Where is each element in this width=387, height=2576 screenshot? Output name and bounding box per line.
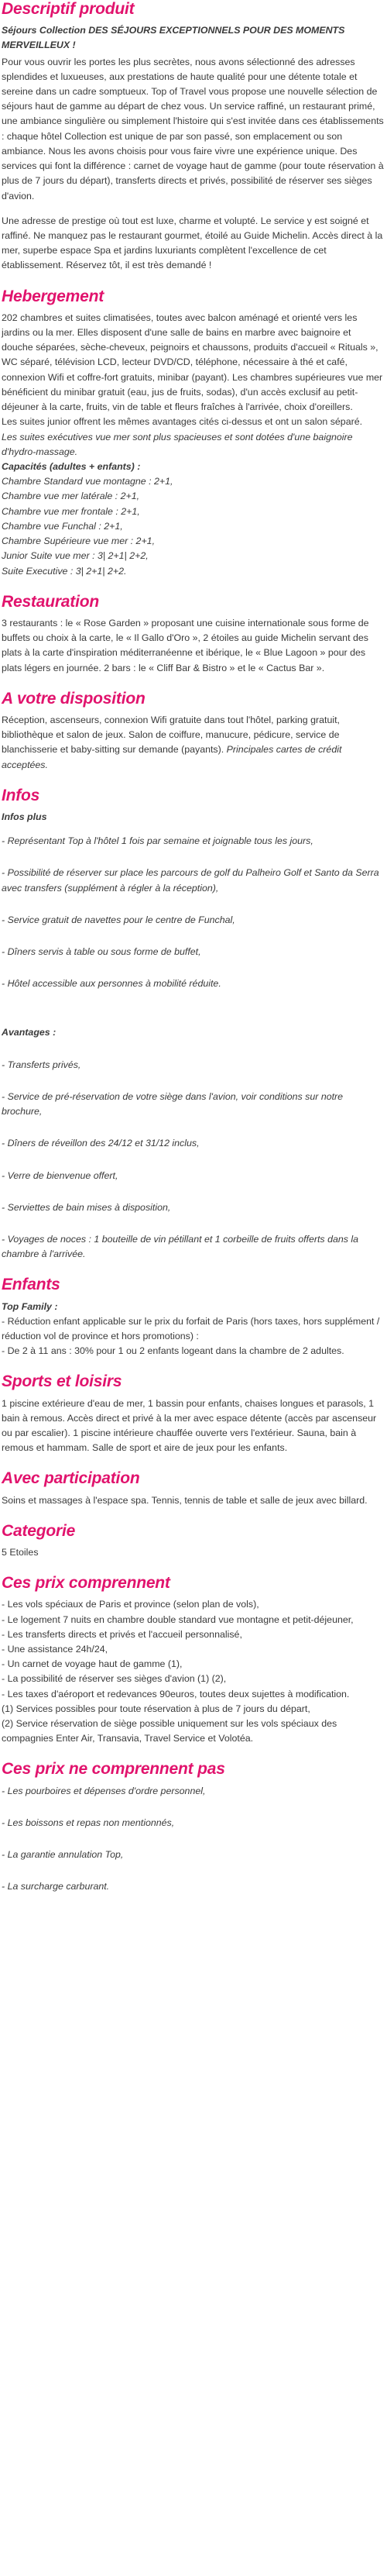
section-title-prix-ne-comprennent: Ces prix ne comprennent pas bbox=[2, 1760, 225, 1779]
list-item: - Une assistance 24h/24, bbox=[2, 1643, 108, 1655]
section-participation bbox=[2, 1469, 384, 1507]
list-item: - Dîners de réveillon des 24/12 et 31/12 inclus, bbox=[2, 1138, 200, 1149]
list-item: - Possibilité de réserver sur place les parcours de golf du Palheiro Golf et Santo da Serra avec transfers (supplément à régler à la réception), bbox=[2, 867, 379, 894]
hebergement-paragraph-2: Les suites junior offrent les mêmes avantages cités ci-dessus et ont un salon séparé. bbox=[2, 416, 363, 428]
section-restauration bbox=[2, 593, 384, 676]
categorie-value: 5 Etoiles bbox=[2, 1546, 39, 1558]
section-categorie bbox=[2, 1522, 384, 1560]
capacite-item: Chambre vue mer frontale : 2+1, bbox=[2, 505, 140, 517]
capacite-item: Chambre vue mer latérale : 2+1, bbox=[2, 491, 140, 502]
section-prix-ne-comprennent bbox=[2, 1760, 384, 1894]
section-title-descriptif: Descriptif produit bbox=[2, 0, 135, 18]
capacite-item: Chambre vue Funchal : 2+1, bbox=[2, 520, 123, 532]
capacite-item: Suite Executive : 3| 2+1| 2+2. bbox=[2, 565, 127, 577]
section-title-disposition: A votre disposition bbox=[2, 689, 146, 708]
disposition-text: Réception, ascenseurs, connexion Wifi gratuite dans tout l'hôtel, parking gratuit, bibliothèque et salon de jeux. Salon de coiffure, manucure, pédicure, service de blanchisserie et baby-sitting sur demande (payants). bbox=[2, 714, 340, 756]
list-item: - Verre de bienvenue offert, bbox=[2, 1169, 118, 1181]
disposition-paragraph bbox=[2, 713, 384, 773]
section-title-infos: Infos bbox=[2, 786, 40, 804]
list-item: - Les pourboires et dépenses d'ordre personnel, bbox=[2, 1785, 206, 1796]
prix-comprennent-list bbox=[2, 1597, 384, 1746]
list-item: - Les taxes d'aéroport et redevances 90euros, toutes deux sujettes à modification. bbox=[2, 1688, 350, 1700]
section-title-participation: Avec participation bbox=[2, 1469, 140, 1488]
section-title-prix-comprennent: Ces prix comprennent bbox=[2, 1574, 170, 1593]
list-item: (1) Services possibles pour toute réservation à plus de 7 jours du départ, bbox=[2, 1703, 310, 1714]
list-item: - La possibilité de réserver ses sièges d'avion (1) (2), bbox=[2, 1673, 227, 1685]
section-title-hebergement: Hebergement bbox=[2, 287, 104, 305]
avantages-label: Avantages : bbox=[2, 1027, 57, 1038]
descriptif-intro: Séjours Collection DES SÉJOURS EXCEPTIONNELS POUR DES MOMENTS MERVEILLEUX ! bbox=[2, 25, 345, 51]
list-item: - Transferts privés, bbox=[2, 1059, 81, 1070]
section-disposition bbox=[2, 690, 384, 773]
capacites-label: Capacités (adultes + enfants) : bbox=[2, 460, 141, 472]
list-item: - De 2 à 11 ans : 30% pour 1 ou 2 enfants logeant dans la chambre de 2 adultes. bbox=[2, 1345, 344, 1357]
top-family-label: Top Family : bbox=[2, 1300, 58, 1312]
avantages-list bbox=[2, 1058, 384, 1262]
participation-paragraph: Soins et massages à l'espace spa. Tennis, tennis de table et salle de jeux avec billard. bbox=[2, 1494, 368, 1506]
list-item: - La garantie annulation Top, bbox=[2, 1849, 124, 1861]
list-item: - Service gratuit de navettes pour le centre de Funchal, bbox=[2, 914, 235, 925]
list-item: - Service de pré-réservation de votre siège dans l'avion, voir conditions sur notre brochure, bbox=[2, 1090, 344, 1118]
capacites-list bbox=[2, 474, 384, 579]
list-item: - Réduction enfant applicable sur le prix du forfait de Paris (hors taxes, hors supplément / réduction vol de province et hors promotions) : bbox=[2, 1315, 380, 1341]
list-item: - La surcharge carburant. bbox=[2, 1881, 110, 1892]
list-item: - Dîners servis à table ou sous forme de buffet, bbox=[2, 945, 201, 957]
descriptif-paragraph-1: Pour vous ouvrir les portes les plus secrètes, nous avons sélectionné des adresses splendides et luxueuses, aux prestations de haute qualité pour une détente totale et sereine dans un cadre somptueux. Top of Travel vous propose une nouvelle sélection de séjours haut de gamme au départ de chez vous. Un service raffiné, un restaurant primé, une ambiance singulière ou simplement l'histoire qui s'est invitée dans ces établissements : chaque hôtel Collection est unique de par son passé, son emplacement ou son ambiance. Nous les avons choisis pour vous faire vivre une expérience unique. Des services qui font la différence : carnet de voyage haut de gamme (pour toute réservation à plus de 7 jours du départ), transferts directs et privés, possibilité de réserver ses sièges d'avion. bbox=[2, 56, 384, 201]
section-title-restauration: Restauration bbox=[2, 592, 99, 611]
section-infos bbox=[2, 787, 384, 1262]
list-item: - Voyages de noces : 1 bouteille de vin pétillant et 1 corbeille de fruits offerts dans la chambre à l'arrivée. bbox=[2, 1233, 359, 1260]
enfants-list bbox=[2, 1314, 384, 1359]
hebergement-paragraph-1: 202 chambres et suites climatisées, toutes avec balcon aménagé et orienté vers les jardins ou la mer. Elles disposent d'une salle de bains en marbre avec baignoire et douche séparées, sèche-cheveux, peignoirs et chaussons, produits d'accueil « Rituals », WC séparé, télévision LCD, lecteur DVD/CD, téléphone, nécessaire à thé et café, connexion Wifi et coffre-fort gratuits, minibar (payant). Les chambres supérieures vue mer bénéficient du minibar gratuit (eau, jus de fruits, sodas), d'un accès exclusif au petit-déjeuner à la carte, fruits, vin de table et fleurs fraîches à l'arrivée, choix d'oreillers. bbox=[2, 312, 383, 413]
section-title-categorie: Categorie bbox=[2, 1521, 76, 1540]
section-descriptif bbox=[2, 0, 384, 274]
section-prix-comprennent bbox=[2, 1574, 384, 1746]
capacite-item: Chambre Supérieure vue mer : 2+1, bbox=[2, 536, 156, 547]
list-item: - Les boissons et repas non mentionnés, bbox=[2, 1817, 175, 1828]
list-item: - Les vols spéciaux de Paris et province (selon plan de vols), bbox=[2, 1599, 259, 1610]
descriptif-paragraph-2: Une adresse de prestige où tout est luxe, charme et volupté. Le service y est soigné et raffiné. Ne manquez pas le restaurant gourmet, étoilé au Guide Michelin. Accès direct à la mer, superbe espace Spa et jardins luxuriants complètent l'excellence de cet établissement. Réservez tôt, il est très demandé ! bbox=[2, 215, 383, 271]
list-item: - Serviettes de bain mises à disposition, bbox=[2, 1201, 171, 1213]
capacite-item: Chambre Standard vue montagne : 2+1, bbox=[2, 476, 173, 487]
list-item: - Le logement 7 nuits en chambre double standard vue montagne et petit-déjeuner, bbox=[2, 1613, 354, 1625]
capacite-item: Junior Suite vue mer : 3| 2+1| 2+2, bbox=[2, 550, 149, 562]
section-title-sports: Sports et loisirs bbox=[2, 1372, 122, 1391]
infos-plus-label: Infos plus bbox=[2, 811, 47, 822]
list-item: (2) Service réservation de siège possible uniquement sur les vols spéciaux des compagnies Enter Air, Transavia, Travel Service et Volotéa. bbox=[2, 1718, 337, 1744]
section-title-enfants: Enfants bbox=[2, 1276, 60, 1294]
section-sports bbox=[2, 1372, 384, 1455]
list-item: - Hôtel accessible aux personnes à mobilité réduite. bbox=[2, 978, 221, 990]
infos-plus-list bbox=[2, 834, 384, 991]
list-item: - Un carnet de voyage haut de gamme (1), bbox=[2, 1658, 183, 1670]
sports-paragraph: 1 piscine extérieure d'eau de mer, 1 bassin pour enfants, chaises longues et parasols, 1 bain à remous. Accès direct et privé à la mer avec espace détente (accès par ascenseur ou par escalier). 1 piscine intérieure chauffée ouverte vers l'extérieur. Sauna, bain à remous et hammam. Salle de sport et aire de jeux pour les enfants. bbox=[2, 1397, 377, 1454]
list-item: - Représentant Top à l'hôtel 1 fois par semaine et joignable tous les jours, bbox=[2, 835, 313, 847]
list-item: - Les transferts directs et privés et l'accueil personnalisé, bbox=[2, 1628, 242, 1640]
hebergement-paragraph-3: Les suites exécutives vue mer sont plus spacieuses et sont dotées d'une baignoire d'hydro-massage. bbox=[2, 431, 353, 457]
restauration-paragraph: 3 restaurants : le « Rose Garden » proposant une cuisine internationale sous forme de buffets ou choix à la carte, le « Il Gallo d'Oro », 2 étoiles au guide Michelin servant des plats à la carte d'inspiration méditerranéenne et ibérique, le « Blue Lagoon » pour des plats légers en journée. 2 bars : le « Cliff Bar & Bistro » et le « Cactus Bar ». bbox=[2, 617, 369, 673]
disposition-cards-note: Principales cartes de crédit acceptées. bbox=[2, 744, 342, 770]
section-hebergement bbox=[2, 288, 384, 579]
prix-ne-comprennent-list bbox=[2, 1784, 384, 1895]
section-enfants bbox=[2, 1276, 384, 1359]
